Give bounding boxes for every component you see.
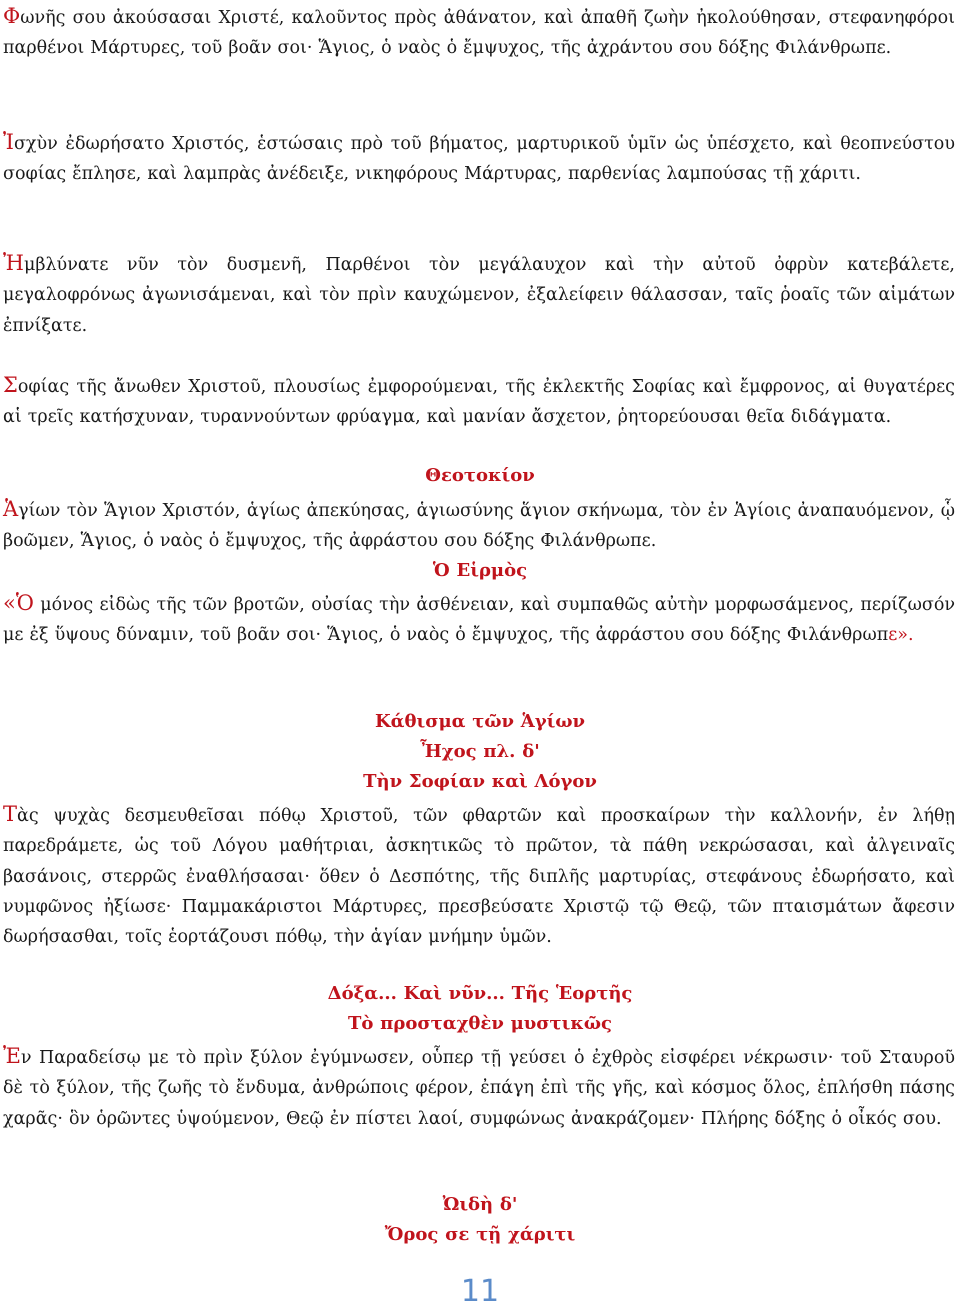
troparion-1	[3, 1, 955, 64]
heirmos-text	[3, 588, 955, 651]
heading-theotokion: Θεοτοκίον	[425, 465, 535, 486]
heading-doxa: Δόξα... Καὶ νῦν... Τῆς Ἑορτῆς	[327, 983, 633, 1004]
paragraph-text: ν Παραδείσῳ με τὸ πρὶν ξύλον ἐγύμνωσεν, οὗπερ τῇ γεύσει ὁ ἐχθρὸς εἰσφέρει νέκρωσιν· τοῦ Σταυροῦ δὲ τὸ ξύλον, τῆς ζωῆς τὸ ἔνδυμα, ἀνθρώποις φέρον, ἐπάγη ἐπὶ τῆς γῆς, καὶ κόσμος ὅλος, ἐπλήσθη πάσης χαρᾶς· ὃν ὁρῶντες ὑψούμενον, Θεῷ ἐν πίστει λαοί, συμφώνως ἀνακράζομεν· Πλήρης δόξης ὁ οἶκός σου.	[3, 1048, 955, 1129]
heading-heirmos: Ὁ Εἱρμὸς	[432, 560, 528, 581]
paragraph-text: ωνῆς σου ἀκούσασαι Χριστέ, καλοῦντος πρὸς ἀθάνατον, καὶ ἀπαθῆ ζωὴν ἠκολούθησαν, στεφανηφόροι παρθένοι Μάρτυρες, τοῦ βοᾶν σοι· Ἅγιος, ὁ ναὸς ὁ ἔμψυχος, τῆς ἀχράντου σου δόξης Φιλάνθρωπε.	[3, 8, 955, 59]
red-initial: Φ	[3, 4, 21, 28]
kathisma-text	[3, 799, 955, 952]
red-initial: «Ὁ	[3, 591, 34, 615]
theotokion-text	[3, 494, 955, 557]
paragraph-text: ὰς ψυχὰς δεσμευθεῖσαι πόθῳ Χριστοῦ, τῶν φθαρτῶν καὶ προσκαίρων τὴν καλλονήν, ἐν λήθῃ παρεδράμετε, ὡς τοῦ Λόγου μαθήτριαι, ἀσκητικῶς τὸ πρῶτον, τὰ πάθη νεκρώσασαι, καὶ ἀλγειναῖς βασάνοις, στερρῶς ἐναθλήσασαι· ὅθεν ὁ Δεσπότης, τῆς διπλῆς μαρτυρίας, στεφάνους ἐδωρήσατο, καὶ νυμφῶνος ἠξίωσε· Παμμακάριστοι Μάρτυρες, πρεσβεύσατε Χριστῷ τῷ Θεῷ, τῶν πταισμάτων ἄφεσιν δωρήσασθαι, τοῖς ἑορτάζουσι πόθῳ, τὴν ἁγίαν μνήμην ὑμῶν.	[3, 806, 955, 948]
red-ending: ε».	[888, 625, 914, 646]
troparion-2	[3, 127, 955, 190]
red-initial: Ἐ	[3, 1044, 21, 1068]
red-initial: Ἠ	[3, 251, 24, 275]
paragraph-text: μβλύνατε νῦν τὸν δυσμενῆ, Παρθένοι τὸν μεγάλαυχον καὶ τὴν αὐτοῦ ὀφρὺν κατεβάλετε, μεγαλοφρόνως ἀγωνισάμεναι, καὶ τὸν πρὶν καυχώμενον, ἐξαλείφειν θάλασσαν, ταῖς ῥοαῖς τῶν αἱμάτων ἐπνίξατε.	[3, 255, 955, 336]
heading-oros: Ὄρος σε τῇ χάριτι	[384, 1224, 576, 1245]
heading-melody: Τὴν Σοφίαν καὶ Λόγον	[363, 771, 597, 792]
red-initial: Ἁ	[3, 497, 19, 521]
feast-text	[3, 1041, 955, 1134]
red-initial: Σ	[3, 373, 18, 397]
red-initial: Τ	[3, 802, 18, 826]
troparion-4	[3, 370, 955, 433]
page-number: 11	[460, 1274, 500, 1309]
heading-ode: Ὠιδὴ δ'	[442, 1194, 518, 1215]
red-initial: Ἰ	[3, 130, 14, 154]
heading-echos: Ἦχος πλ. δ'	[420, 741, 540, 762]
paragraph-text: οφίας τῆς ἄνωθεν Χριστοῦ, πλουσίως ἐμφορούμεναι, τῆς ἐκλεκτῆς Σοφίας καὶ ἔμφρονος, αἱ θυγατέρες αἱ τρεῖς κατήσχυναν, τυραννούντων φρύαγμα, καὶ μανίαν ἄσχετον, ῥητορεύουσαι θεῖα διδάγματα.	[3, 377, 955, 428]
troparion-3	[3, 248, 955, 341]
paragraph-text: μόνος εἰδὼς τῆς τῶν βροτῶν, οὐσίας τὴν ἀσθένειαν, καὶ συμπαθῶς αὐτὴν μορφωσάμενος, περίζωσόν με ἐξ ὕψους δύναμιν, τοῦ βοᾶν σοι· Ἅγιος, ὁ ναὸς ὁ ἔμψυχος, τῆς ἀφράστου σου δόξης Φιλάνθρωπ	[3, 595, 955, 646]
heading-kathisma: Κάθισμα τῶν Ἁγίων	[375, 711, 585, 732]
paragraph-text: γίων τὸν Ἅγιον Χριστόν, ἁγίως ἀπεκύησας, ἁγιωσύνης ἅγιον σκήνωμα, τὸν ἐν Ἁγίοις ἀναπαυόμενον, ᾧ βοῶμεν, Ἅγιος, ὁ ναὸς ὁ ἔμψυχος, τῆς ἀφράστου σου δόξης Φιλάνθρωπε.	[3, 501, 955, 552]
heading-prostachthen: Τὸ προσταχθὲν μυστικῶς	[348, 1013, 612, 1034]
paragraph-text: σχὺν ἐδωρήσατο Χριστός, ἑστώσαις πρὸ τοῦ βήματος, μαρτυρικοῦ ὑμῖν ὡς ὑπέσχετο, καὶ θεοπνεύστου σοφίας ἔπλησε, καὶ λαμπρὰς ἀνέδειξε, νικηφόρους Μάρτυρας, παρθενίας λαμπούσας τῇ χάριτι.	[3, 134, 955, 185]
